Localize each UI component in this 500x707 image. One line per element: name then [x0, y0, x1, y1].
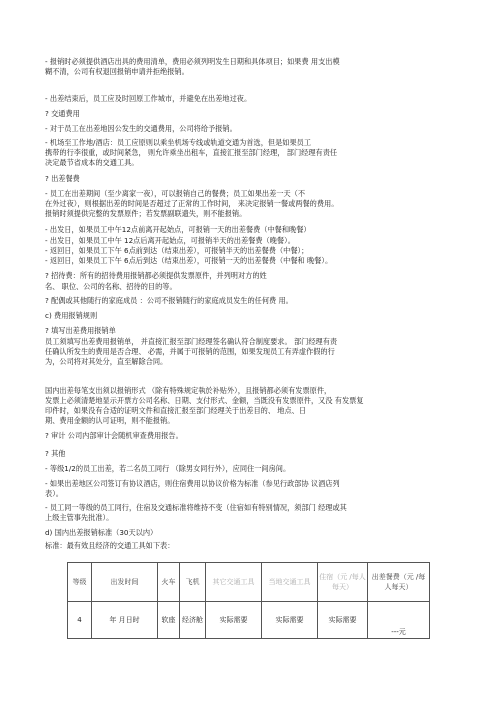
- text-line: ? 配偶或其他随行的家庭成员 ：公司不报销随行的家庭成员发生的任何费 用。: [45, 296, 293, 305]
- text-line: c) 费用报销规则: [45, 311, 98, 320]
- text-line: - 对于员工在出差地因公发生的交通费用，公司将给予报销。: [45, 124, 237, 133]
- table-cell: ---元: [368, 602, 430, 639]
- text-line: 员工须填写出差费用报销单， 并直接汇报至部门经理签名确认符合制度要求。 部门经理有责: [45, 337, 338, 346]
- text-line: - 返回日，如果员工下午 6点后到达（结束出差），可报销一天的出差餐费（中餐和 晚餐）。: [45, 256, 333, 265]
- table-header-cell: 出差餐费（元 /每人每天）: [368, 563, 430, 602]
- text-line: 标准：最有效且经济的交通工具如下表：: [45, 541, 175, 550]
- text-line: ? 交通费用: [45, 109, 80, 118]
- text-line: ? 其他: [45, 449, 66, 458]
- text-line: - 出发日，如果员工中午12点前离开起始点，可报销一天的出差餐费（中餐和晚餐）: [45, 225, 311, 234]
- table-header-cell: 飞机: [180, 563, 206, 602]
- table-cell: 实际需要: [206, 602, 262, 639]
- text-line: 决定最节省成本的交通工具。: [45, 158, 139, 167]
- table-header-cell: 住宿（元 /每人每天）: [318, 563, 368, 602]
- text-line: d) 国内出差报销标准（30天以内）: [45, 528, 158, 537]
- text-line: - 出发日，如果员工中午 12点后离开起始点，可报销半天的出差餐费（晚餐）。: [45, 236, 295, 245]
- text-line: 携带的行李很重，或时间紧急， 则允许乘坐出租车，直接汇报至部门经理， 部门经理有责任: [45, 148, 338, 157]
- text-line: - 如果出差地区公司签订有协议酒店，则住宿费用以协议价格为标准（参见行政部协 议酒店列: [45, 479, 340, 488]
- table-header-cell: 其它交通工具: [206, 563, 262, 602]
- text-line: 报销时须提供完整的发票原件；若发票副联遗失，则不能报销。: [45, 209, 247, 218]
- text-line: ? 审计 公司内部审计会随机审查费用报告。: [45, 431, 183, 440]
- text-line: - 返回日，如果员工下午 6点前到达（结束出差），可报销半天的出差餐费（中餐）；: [45, 246, 309, 255]
- text-line: 期、费用金额的认可证明，则不能报销。: [45, 416, 175, 425]
- text-line: 名、 职位、公司的名称、招待的目的等。: [45, 282, 177, 291]
- table-cell: 4: [68, 602, 92, 639]
- text-line: 为，公司将对其处分，直至解除合同。: [45, 357, 168, 366]
- text-line: ? 填写出差费用报销单: [45, 326, 116, 335]
- text-line: 糊不清，公司有权退回报销申请并拒绝报销。: [45, 67, 189, 76]
- table-cell: 年 月日时: [92, 602, 158, 639]
- text-line: - 出差结束后，员工应及时回原工作城市，并避免在出差地过夜。: [45, 94, 252, 103]
- table-cell: 经济舱: [180, 602, 206, 639]
- table-cell: 实际需要: [318, 602, 368, 639]
- text-line: 发票上必须清楚地显示开票方公司名称、日期、支付形式、金额，当既没有发票原件，又没 有发票复: [45, 396, 364, 405]
- text-line: 国内出差每笔支出须以报销形式 （除有特殊规定執於补贴外），且报销都必须有发票原件，: [45, 386, 332, 395]
- text-line: 在外过夜），则根据出差的时间是否超过了正常的工作时间， 来决定报销一餐或两餐的费用。: [45, 199, 339, 208]
- text-line: 上级主管事先批准）。: [45, 513, 114, 522]
- table-cell: 实际需要: [262, 602, 318, 639]
- text-line: 任确认所发生的费用是否合理、 必需，并属于可报销的范围，如果发现员工有弄虚作假的行: [45, 347, 335, 356]
- travel-standard-table: [67, 562, 430, 639]
- table-header-cell: 等级: [68, 563, 92, 602]
- text-line: - 员工在出差期间（至少离家一夜），可以报销自己的餐费；员工如果出差一天（不: [45, 189, 306, 198]
- table-cell: 软座: [158, 602, 180, 639]
- table-header-row: [68, 563, 430, 602]
- text-line: 印件时，如果没有合适的证明文件和直接汇报至部门经理关于出差目的、 地点、日: [45, 406, 307, 415]
- text-line: 表）。: [45, 489, 63, 498]
- text-line: - 等级1/2的员工出差，若二名员工同行 （除男女同行外），应同住一间房间。: [45, 464, 291, 473]
- text-line: ? 招待费：所有的招待费用报销都必须提供发票原件，并列明对方的姓: [45, 271, 267, 280]
- text-line: - 员工同一等级的员工同行，住宿及交通标准将维持不变（住宿如有特别情况，须部门 经理或其: [45, 503, 347, 512]
- text-line: - 报销时必须提供酒店出具的费用清单，费用必须列明发生日期和具体项目；如果费 用支出模: [45, 57, 340, 66]
- table-header-cell: 火车: [158, 563, 180, 602]
- table-header-cell: 出发时间: [92, 563, 158, 602]
- text-line: ? 出差餐费: [45, 174, 80, 183]
- table-row: [68, 602, 430, 639]
- table-header-cell: 当地交通工具: [262, 563, 318, 602]
- text-line: - 机场至工作地/酒店：员工应原则以乘坐机场专线或轨道交通为首选，但是如果员工: [45, 138, 312, 147]
